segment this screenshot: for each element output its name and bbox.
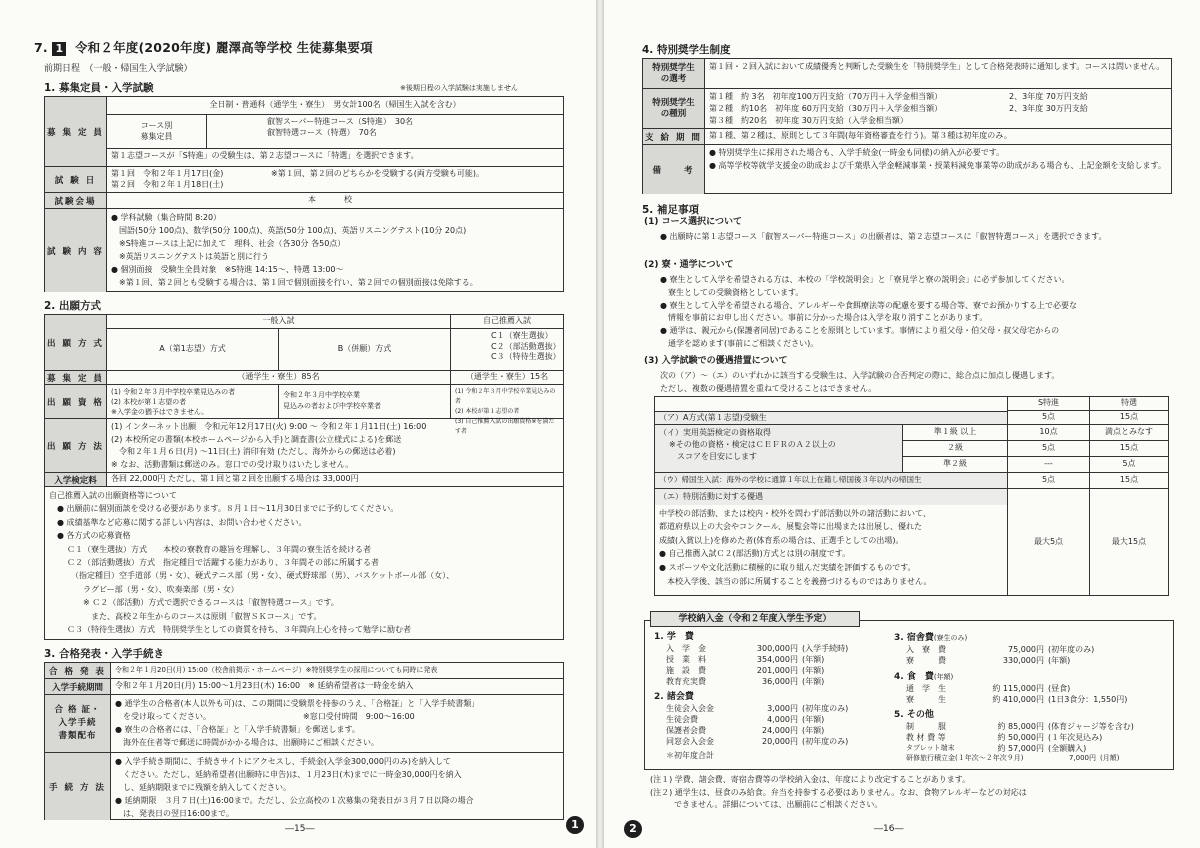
i3-t: 5点 bbox=[1090, 457, 1169, 473]
fee-label: 入 学 金 bbox=[666, 644, 706, 653]
sub2-line: ● 寮生として入学を希望される場合、アレルギーや食餌療法等の配慮を要する場合等、寮でお預かりする上で必要な bbox=[660, 300, 1077, 310]
fee-note: (年額) bbox=[802, 715, 825, 724]
fee-note: (年額) bbox=[802, 726, 825, 735]
shubetsu-cell bbox=[705, 89, 1172, 129]
content-line: ● 個別面接 受験生全員対象 ※S特進 14:15～、特選 13:00～ bbox=[111, 265, 344, 274]
fee-group-3-sub: (寮生のみ) bbox=[933, 634, 968, 642]
fees-right-col bbox=[894, 632, 1169, 763]
course-2: 叡智特選コース（特選） 70名 bbox=[267, 127, 377, 137]
date-note: ※第１回、第２回のどちらかを受験する(両方受験も可能)。 bbox=[271, 169, 484, 178]
haifu-line: 海外在住者等で郵送に時間がかかる場合は、出願時にご相談ください。 bbox=[115, 738, 379, 747]
fee-label: 制 服 bbox=[906, 722, 946, 731]
fee-amount: 約 50,000円 bbox=[997, 733, 1044, 742]
u-t: 15点 bbox=[1090, 473, 1169, 489]
content-line: 国語(50分 100点)、数学(50分 100点)、英語(50分 100点)、英語リスニングテスト(10分 20点) bbox=[119, 226, 467, 235]
a-t: 15点 bbox=[1090, 411, 1169, 425]
fee-note: (1日3食分：1,550円) bbox=[1048, 695, 1128, 704]
footnote-2: (注２) 通学生は、昼食のみ給食。弁当を持参する必要はありません。なお、食物アレルギーなどの対応は bbox=[650, 787, 1027, 797]
date-2: 第２回 令和２年１月18日(土) bbox=[111, 179, 224, 189]
e-line: 本校入学後、該当の部に所属することを義務づけるものではありません。 bbox=[659, 576, 932, 586]
jiko-note-line: ● 各方式の応募資格 bbox=[57, 531, 131, 541]
fee-note: (全額購入) bbox=[1048, 744, 1087, 753]
kikan: 令和２年１月20日(月) 15:00～1月23日(木) 16:00 ※ 延納希望者は一時金を納入 bbox=[111, 679, 564, 695]
i-label: （イ）実用英語検定の資格取得 bbox=[659, 428, 771, 437]
houhou-line: ※ なお、活動書類は郵送のみ。窓口での受け取りはいたしません。 bbox=[111, 459, 354, 469]
section-heading-4: 4. 特別奨学生制度 bbox=[642, 44, 731, 56]
shikaku-c: (1) 令和２年３月中学校卒業見込みの者 (2) 本校が第１志望の者 (3) 自己推薦入試の出願資格※を満たす者 bbox=[451, 385, 564, 419]
jiko-note-line: また、高校２年生からのコースは原則「叡智ＳＫコース」です。 bbox=[67, 611, 322, 621]
fee-amount: 約 85,000円 bbox=[997, 722, 1044, 731]
sub2-line: 情報を事前にお申し出ください。事前に分かった場合は入学を取り消すことがあります。 bbox=[660, 313, 988, 323]
section-heading-2: 2. 出願方式 bbox=[44, 300, 101, 312]
fee-note: (年額) bbox=[1048, 656, 1071, 665]
fee-amount: 20,000円 bbox=[762, 737, 798, 746]
jiko-note-line: ※ Ｃ２（部活動）方式で選択できるコースは「叡智特選コース」です。 bbox=[67, 598, 339, 608]
haifu-cell bbox=[111, 695, 564, 753]
fee-note: (初年度のみ) bbox=[1048, 645, 1095, 654]
fee-label: 入 寮 費 bbox=[906, 645, 946, 654]
title-number: 7. bbox=[34, 40, 48, 55]
footnote-1: (注１) 学費、諸会費、寄宿舎費等の学校納入金は、年度により改定することがあります。 bbox=[650, 775, 971, 784]
sub-heading-2: (2) 寮・通学について bbox=[644, 260, 734, 270]
fee-note: (月額) bbox=[1100, 754, 1120, 762]
i2-s: 5点 bbox=[1008, 441, 1090, 457]
tetsuzuki-line: ● 入学手続き期間に、手続きサイトにアクセスし、手続金(入学金300,000円のみ)を納入して bbox=[115, 757, 452, 766]
blank-header bbox=[655, 397, 1008, 411]
jiko-note-line: Ｃ１（寮生選抜）方式 本校の寮教育の趣旨を理解し、３年間の寮生活を続ける者 bbox=[67, 544, 371, 554]
biko-line: ● 高等学校等就学支援金の助成および千葉県入学金軽減事業・授業料減免事業等の助成がある場合も、上記金額を支給します。 bbox=[709, 160, 1166, 170]
fee-label: 寮 生 bbox=[906, 695, 946, 704]
happyo: 令和２年１月20日(月) 15:00（校舎前掲示・ホームページ）※特別奨学生の採用についても同時に発表 bbox=[111, 663, 564, 679]
fee-note: (入学手続時) bbox=[802, 644, 849, 653]
i2: ２級 bbox=[903, 441, 1008, 457]
fee-amount: 約 115,000円 bbox=[992, 684, 1044, 693]
fee-note: (年額) bbox=[802, 666, 825, 675]
a-label: （ア）A方式(第１志望)受験生 bbox=[655, 411, 1008, 425]
course-1: 叡智スーパー特進コース（S特進） 30名 bbox=[267, 117, 414, 126]
teiin-c: （通学生・寮生）15名 bbox=[451, 371, 564, 385]
jiko-header: 自己推薦入試 bbox=[451, 315, 564, 329]
sub2-line: 寮生としての受験資格としています。 bbox=[660, 287, 804, 297]
fee-label: 同窓会入会金 bbox=[666, 737, 714, 746]
label-place: 試験会場 bbox=[45, 193, 107, 209]
label-method: 出 願 方 式 bbox=[45, 315, 107, 371]
label-houhou: 出 願 方 法 bbox=[45, 419, 107, 473]
e-cell bbox=[655, 489, 1008, 596]
teiin-top: 全日制・普通科（通学生・寮生） 男女計100名（帰国生入試を含む） bbox=[107, 97, 564, 115]
fee-group-4-sub: (年額) bbox=[933, 673, 954, 681]
exam-table bbox=[44, 96, 564, 292]
page-title bbox=[34, 38, 373, 56]
method-c bbox=[451, 329, 564, 371]
i3-s: --- bbox=[1008, 457, 1090, 473]
footnotes bbox=[650, 774, 1180, 812]
method-c2: C２（部活動選抜） bbox=[491, 341, 561, 351]
label-kikan: 入学手続期間 bbox=[45, 679, 111, 695]
section-heading-1: 1. 募集定員・入学試験 bbox=[44, 82, 154, 94]
footnote-3: できません。詳細については、出願前にご相談ください。 bbox=[650, 800, 883, 809]
shubetsu-2b: 2、3年度 30万円支給 bbox=[1009, 104, 1088, 113]
label-happyo: 合 格 発 表 bbox=[45, 663, 111, 679]
jiko-note-line: ● 成績基準など応募に関する詳しい内容は、お問い合わせください。 bbox=[57, 517, 307, 527]
fees-left-col bbox=[654, 632, 894, 761]
fee-amount: 約 410,000円 bbox=[992, 695, 1044, 704]
shikaku-a: (1) 令和２年３月中学校卒業見込みの者 (2) 本校が第１志望の者 ※入学金の猶予はできません。 bbox=[107, 385, 279, 419]
jiko-note-line: Ｃ３（特待生選抜）方式 特別奨学生としての資質を持ち、３年間向上心を持って勉学に励む者 bbox=[67, 625, 411, 635]
jiko-note-line: （指定種目）空手道部（男・女）、硬式テニス部（男・女）、硬式野球部（男）、バスケットボール部（女）、 bbox=[67, 571, 455, 581]
page-circle-left: 1 bbox=[566, 816, 584, 834]
shubetsu-1b: 2、3年度 70万円支給 bbox=[1009, 92, 1088, 101]
fees-title: 学校納入金（令和２年度入学生予定） bbox=[650, 611, 860, 627]
fee-note: (初年度のみ) bbox=[802, 704, 849, 713]
fee-amount: 300,000円 bbox=[756, 644, 798, 653]
course-list bbox=[207, 115, 564, 149]
book-gutter bbox=[596, 0, 604, 848]
scholarship-table bbox=[642, 58, 1172, 194]
fee-amount: 7,000円 bbox=[1068, 754, 1096, 762]
section-heading-3: 3. 合格発表・入学手続き bbox=[44, 648, 164, 660]
fee-label: 寮 費 bbox=[906, 656, 946, 665]
sub2-line: ● 通学は、親元から(保護者同居)であることを原則としています。事情により祖父母・伯父母・叔父母宅からの bbox=[660, 326, 1060, 336]
fee-note: (年額) bbox=[802, 677, 825, 686]
jiko-note-line: ● 出願前に個別面談を受ける必要があります。８月１日～11月30日までに予約してください。 bbox=[57, 504, 399, 514]
sub2-text bbox=[660, 274, 1175, 351]
date-1: 第１回 令和２年１月17日(金) bbox=[111, 169, 224, 178]
sub2-line: 通学を認めます(事前にご相談ください)。 bbox=[660, 338, 819, 348]
fee-label: 通 学 生 bbox=[906, 684, 946, 693]
sub3-line: ただし、複数の優遇措置を重ねて受けることはできません。 bbox=[652, 383, 877, 393]
teiin-ab: （通学生・寮生）85名 bbox=[107, 371, 451, 385]
i3: 準２級 bbox=[903, 457, 1008, 473]
fee-amount: 3,000円 bbox=[767, 704, 798, 713]
application-table bbox=[44, 314, 564, 640]
fee-label: タブレット端末 bbox=[906, 744, 955, 752]
i1-s: 10点 bbox=[1008, 425, 1090, 441]
fee-group-5: 5. その他 bbox=[894, 710, 934, 720]
preference-table bbox=[654, 396, 1169, 596]
jiko-notes bbox=[45, 487, 564, 640]
e-line: ● スポーツや文化活動に積極的に取り組んだ実績を評価するものです。 bbox=[659, 562, 916, 572]
label-shubetsu: 特別奨学生 の種別 bbox=[643, 89, 705, 129]
section-heading-5: 5. 補足事項 bbox=[642, 204, 699, 216]
ippan-header: 一般入試 bbox=[107, 315, 451, 329]
tetsuzuki-line: ● 延納期限 ３月７日(土)16:00まで。ただし、公立高校の１次募集の発表日が３月７日以降の場合 bbox=[115, 796, 474, 805]
schedule-label: 前期日程 （一般・帰国生入学試験） bbox=[44, 64, 193, 74]
fee-total-note: ＊初年度合計 bbox=[666, 751, 714, 760]
fee-group-2: 2. 諸会費 bbox=[654, 692, 694, 702]
fee-label: 授 業 料 bbox=[666, 655, 706, 664]
content-line: ● 学科試験（集合時間 8:20） bbox=[111, 213, 222, 222]
label-date: 試 験 日 bbox=[45, 167, 107, 193]
sub1-text: ● 出願時に第１志望コース「叡智スーパー特進コース」の出願者は、第２志望コースに「叡智特選コース」を選択できます。 bbox=[660, 232, 1107, 241]
a-s: 5点 bbox=[1008, 411, 1090, 425]
results-table bbox=[44, 662, 564, 820]
e-line: 中学校の部活動、または校内・校外を問わず部活動以外の諸活動において、 bbox=[659, 508, 931, 518]
shubetsu-1: 第１種 約 3名 初年度100万円支給（70万円＋入学金相当額） bbox=[709, 92, 943, 101]
fee-label: 生徒会費 bbox=[666, 715, 698, 724]
label-teiin2: 募 集 定 員 bbox=[45, 371, 107, 385]
jiko-note-line: ラグビー部（男・女）、吹奏楽部（男・女） bbox=[67, 584, 239, 594]
fee-note: (年額) bbox=[802, 655, 825, 664]
fee-group-4: 4. 食 費 bbox=[894, 672, 934, 682]
sub-heading-3: (3) 入学試験での優遇措置について bbox=[644, 356, 788, 366]
sub-heading-1: (1) コース選択について bbox=[644, 217, 742, 227]
fee-label: 生徒会入会金 bbox=[666, 704, 714, 713]
biko-cell bbox=[705, 145, 1172, 194]
title-text: 令和２年度(2020年度) 麗澤高等学校 生徒募集要項 bbox=[74, 40, 373, 55]
fee-group-1: 1. 学 費 bbox=[654, 632, 694, 642]
tetsuzuki-line: は、発表日の翌日16:00まで。 bbox=[115, 809, 234, 818]
title-square: 1 bbox=[52, 42, 66, 56]
jiko-note-line: 自己推薦入試の出願資格等について bbox=[49, 491, 177, 500]
fee-note: (昼食) bbox=[1048, 684, 1071, 693]
fee-group-3: 3. 宿舎費 bbox=[894, 633, 934, 643]
label-ryo: 入学検定料 bbox=[45, 473, 107, 487]
fee-note: (初年度のみ) bbox=[802, 737, 849, 746]
fee-amount: 75,000円 bbox=[1008, 645, 1044, 654]
label-haifu: 合 格 証・ 入学手続 書類配布 bbox=[45, 695, 111, 753]
content-line: ※第１回、第２回とも受験する場合は、第１回で個別面接を行い、第２回での個別面接は免除する。 bbox=[119, 278, 478, 287]
i1-t: 満点とみなす bbox=[1090, 425, 1169, 441]
i2-t: 15点 bbox=[1090, 441, 1169, 457]
biko-line: ● 特別奨学生に採用された場合も、入学手続金(一時金も同様)の納入が必要です。 bbox=[709, 148, 1005, 157]
page-number-right: ―16― bbox=[874, 824, 904, 834]
method-b: B（併願）方式 bbox=[279, 329, 451, 371]
page-circle-right: 2 bbox=[624, 820, 642, 838]
shikaku-b: 令和２年３月中学校卒業 見込みの者および中学校卒業者 bbox=[279, 385, 451, 419]
content-line: ※英語リスニングテストは英語と別に行う bbox=[119, 252, 270, 261]
fee-amount: 4,000円 bbox=[767, 715, 798, 724]
shubetsu-2: 第２種 約10名 初年度 60万円支給（30万円＋入学金相当額） bbox=[709, 104, 943, 113]
e-s: 最大5点 bbox=[1008, 489, 1090, 596]
tetsuzuki-cell bbox=[111, 753, 564, 820]
method-c3: C３（特待生選抜） bbox=[491, 352, 561, 361]
fee-note: (１年次見込み) bbox=[1048, 733, 1103, 742]
shikyu: 第１種、第２種は、原則として３年間(毎年資格審査を行う)。第３種は初年度のみ。 bbox=[705, 129, 1172, 145]
fee-label: 施 設 費 bbox=[666, 666, 706, 675]
u-s: 5点 bbox=[1008, 473, 1090, 489]
col-t: 特選 bbox=[1090, 397, 1169, 411]
fee-label: 教 材 費 等 bbox=[906, 733, 946, 742]
teiin-note: 第１志望コースが「S特進」の受験生は、第２志望コースに「特選」を選択できます。 bbox=[107, 149, 564, 167]
jiko-note-line: Ｃ２（部活動選抜）方式 指定種目で活躍する能力があり、３年間その部に所属する者 bbox=[67, 558, 379, 568]
method-c1: C１（寮生選抜） bbox=[491, 331, 553, 340]
i-sub: ※その他の資格・検定はＣＥＦＲのＡ２以上の スコアを目安にします bbox=[669, 440, 836, 461]
label-biko: 備 考 bbox=[643, 145, 705, 194]
label-shikyu: 支 給 期 間 bbox=[643, 129, 705, 145]
sub2-line: ● 寮生として入学を希望される方は、本校の「学校説明会」と「寮見学と寮の説明会」に必ず参加してください。 bbox=[660, 275, 1070, 284]
label-shikaku: 出 願 資 格 bbox=[45, 385, 107, 419]
fee-amount: 36,000円 bbox=[762, 677, 798, 686]
content-line: ※S特進コースは上記に加えて 理科、社会（各30分 各50点） bbox=[119, 239, 346, 248]
haifu-line: を受け取ってください。 ※窓口受付時間 9:00～16:00 bbox=[115, 712, 415, 721]
col-s: S特進 bbox=[1008, 397, 1090, 411]
u-label: （ウ）帰国生入試：海外の学校に通算１年以上在籍し帰国後３年以内の帰国生 bbox=[655, 473, 1008, 489]
fee-label: 研修旅行積立金(１年次～２年次９月) bbox=[906, 754, 1024, 762]
page-right bbox=[604, 0, 1200, 848]
sub3-line: 次の（ア）～（エ）のいずれかに該当する受験生は、入学試験の合否判定の際に、総合点に加点し優遇します。 bbox=[652, 371, 1060, 380]
fee-amount: 約 57,000円 bbox=[997, 744, 1044, 753]
label-senko: 特別奨学生 の選考 bbox=[643, 59, 705, 89]
schedule-note: ※後期日程の入学試験は実施しません bbox=[400, 84, 518, 92]
ryo: 各回 22,000円 ただし、第１回と第２回を出願する場合は 33,000円 bbox=[107, 473, 564, 487]
date-cell bbox=[107, 167, 564, 193]
method-a: A（第1志望）方式 bbox=[107, 329, 279, 371]
place: 本 校 bbox=[107, 193, 564, 209]
fee-amount: 201,000円 bbox=[756, 666, 798, 675]
senko: 第１回・２回入試において成績優秀と判断した受験生を「特別奨学生」として合格発表時に通知します。コースは問いません。 bbox=[705, 59, 1172, 89]
i1: 準１級 以上 bbox=[903, 425, 1008, 441]
houhou-line: (1) インターネット出願 令和元年12月17日(火) 9:00 ～ 令和２年１月11日(土) 16:00 bbox=[111, 422, 427, 431]
haifu-line: ● 通学生の合格者(本人以外も可)は、この期間に受験票を持参のうえ、「合格証」と「入学手続書類」 bbox=[115, 699, 480, 708]
e-line: 成績(入賞以上)を修めた者(体育系の場合は、正選手としての出場)。 bbox=[659, 535, 904, 545]
houhou-cell bbox=[107, 419, 564, 473]
label-teiin: 募 集 定 員 bbox=[45, 97, 107, 167]
fee-note: (体育ジャージ等を含む) bbox=[1048, 722, 1134, 731]
fee-label: 保護者会費 bbox=[666, 726, 706, 735]
e-line: ● 自己推薦入試Ｃ２(部活動)方式とは別の制度です。 bbox=[659, 549, 851, 559]
fee-amount: 354,000円 bbox=[756, 655, 798, 664]
page-number-left: ―15― bbox=[285, 824, 315, 834]
fee-amount: 24,000円 bbox=[762, 726, 798, 735]
fee-label: 教育充実費 bbox=[666, 677, 706, 686]
houhou-line: 令和２年１月６日(月) ～11日(土) 消印有効 (ただし、海外からの郵送は必着) bbox=[111, 447, 396, 456]
e-line: 都道府県以上の大会やコンクール、展覧会等に出場または出展し、優れた bbox=[659, 522, 923, 532]
i-label-cell bbox=[655, 425, 903, 473]
shubetsu-3: 第３種 約20名 初年度 30万円支給（入学金相当額） bbox=[709, 116, 908, 125]
course-label: コース別 募集定員 bbox=[107, 115, 207, 149]
e-label: （エ）特別活動に対する優遇 bbox=[655, 489, 1007, 505]
e-t: 最大15点 bbox=[1090, 489, 1169, 596]
tetsuzuki-line: し、延納期限までに残額を納入してください。 bbox=[115, 783, 291, 792]
houhou-line: (2) 本校所定の書類(本校ホームページから入手)と調査書(公立様式による)を郵送 bbox=[111, 434, 402, 444]
label-content: 試 験 内 容 bbox=[45, 209, 107, 292]
haifu-line: ● 寮生の合格者には、「合格証」と「入学手続書類」を郵送します。 bbox=[115, 725, 360, 734]
label-tetsuzuki: 手 続 方 法 bbox=[45, 753, 111, 820]
content-cell bbox=[107, 209, 564, 292]
sub3-text bbox=[652, 370, 1167, 395]
fee-amount: 330,000円 bbox=[1002, 656, 1044, 665]
page-left bbox=[0, 0, 596, 848]
tetsuzuki-line: ください。ただし、延納希望者(出願時に申告)は、１月23日(木)までに一時金30,000円を納入 bbox=[115, 770, 462, 779]
